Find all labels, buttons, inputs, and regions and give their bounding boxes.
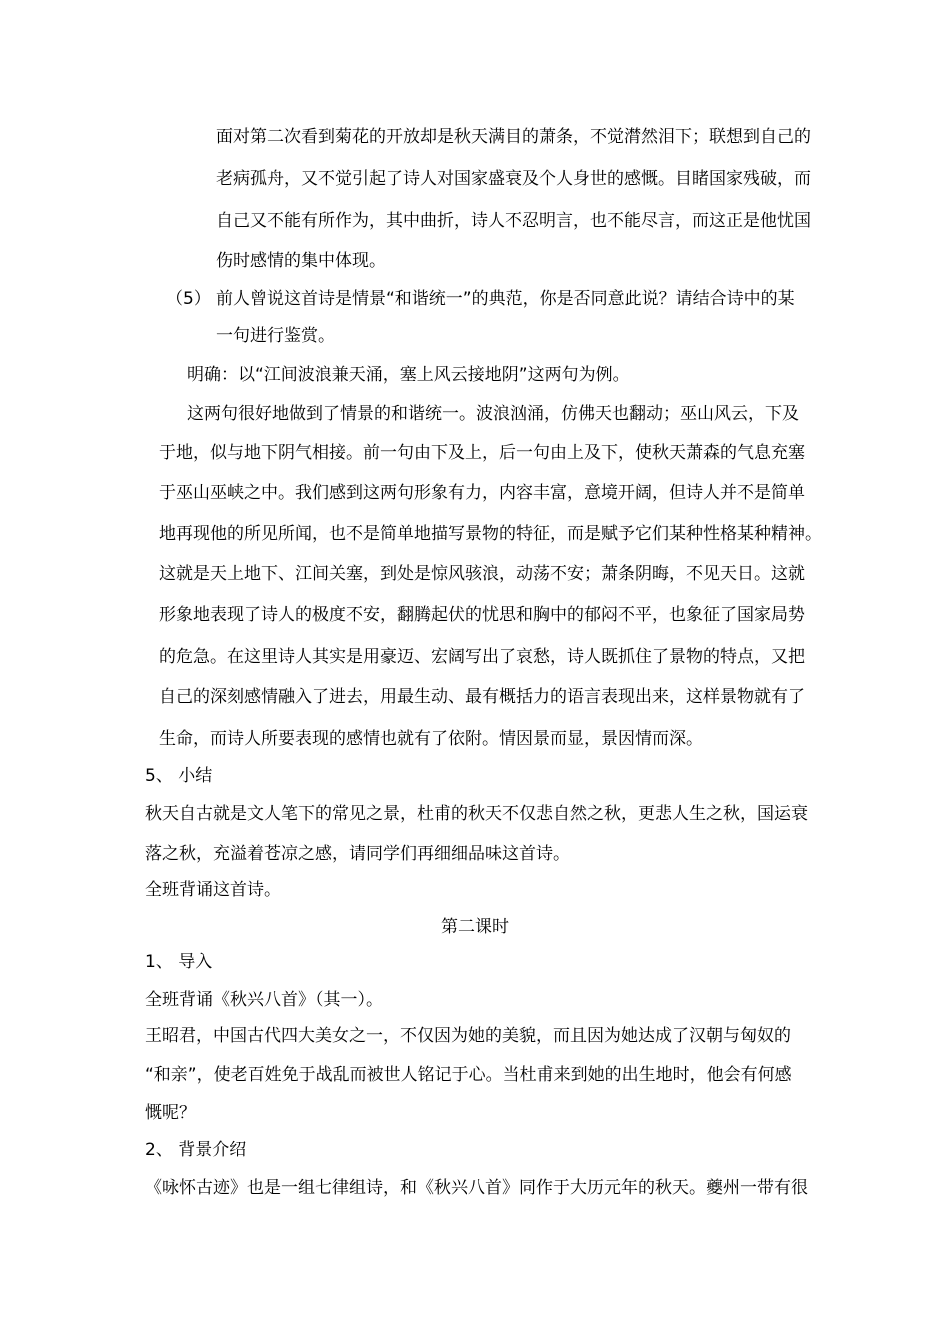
question-line: 前人曾说这首诗是情景“和谐统一”的典范，你是否同意此说？请结合诗中的某	[216, 289, 795, 309]
section-heading: 5、 小结	[145, 766, 213, 786]
section-heading: 2、 背景介绍	[145, 1140, 247, 1160]
analysis-line: 的危急。在这里诗人其实是用豪迈、宏阔写出了哀愁，诗人既抓住了景物的特点，又把	[159, 647, 805, 667]
paragraph-line: 伤时感情的集中体现。	[216, 251, 386, 271]
background-line: 《咏怀古迹》也是一组七律组诗，和《秋兴八首》同作于大历元年的秋天。夔州一带有很	[145, 1178, 808, 1198]
section-heading: 1、 导入	[145, 952, 213, 972]
recite-line: 全班背诵这首诗。	[145, 880, 281, 900]
analysis-line: 自己的深刻感情融入了进去，用最生动、最有概括力的语言表现出来，这样景物就有了	[159, 687, 805, 707]
paragraph-line: 面对第二次看到菊花的开放却是秋天满目的萧条，不觉潸然泪下；联想到自己的	[216, 127, 811, 147]
analysis-line: 这就是天上地下、江间关塞，到处是惊风骇浪，动荡不安；萧条阴晦，不见天日。这就	[159, 564, 805, 584]
answer-intro: 明确：以“江间波浪兼天涌，塞上风云接地阴”这两句为例。	[187, 365, 630, 385]
intro-line: 慨呢？	[145, 1103, 196, 1123]
analysis-line: 形象地表现了诗人的极度不安，翻腾起伏的忧思和胸中的郁闷不平，也象征了国家局势	[159, 605, 805, 625]
summary-line: 落之秋，充溢着苍凉之感，请同学们再细细品味这首诗。	[145, 844, 570, 864]
recite-instruction: 全班背诵《秋兴八首》（其一）。	[145, 990, 383, 1010]
summary-line: 秋天自古就是文人笔下的常见之景，杜甫的秋天不仅悲自然之秋，更悲人生之秋，国运衰	[145, 804, 808, 824]
paragraph-line: 自己又不能有所作为，其中曲折，诗人不忍明言，也不能尽言，而这正是他忧国	[216, 211, 811, 231]
question-line: 一句进行鉴赏。	[216, 326, 335, 346]
analysis-line: 生命，而诗人所要表现的感情也就有了依附。情因景而显，景因情而深。	[159, 729, 703, 749]
analysis-line: 地再现他的所见所闻，也不是简单地描写景物的特征，而是赋予它们某种性格某种精神。	[159, 524, 822, 544]
lesson-title: 第二课时	[441, 917, 509, 937]
intro-line: “和亲”，使老百姓免于战乱而被世人铭记于心。当杜甫来到她的出生地时，他会有何感	[145, 1065, 792, 1085]
question-number: （5）	[166, 289, 211, 309]
intro-line: 王昭君，中国古代四大美女之一，不仅因为她的美貌，而且因为她达成了汉朝与匈奴的	[145, 1026, 791, 1046]
analysis-line: 于地，似与地下阴气相接。前一句由下及上，后一句由上及下，使秋天萧森的气息充塞	[159, 443, 805, 463]
analysis-line: 这两句很好地做到了情景的和谐统一。波浪汹涌，仿佛天也翻动；巫山风云，下及	[187, 404, 799, 424]
analysis-line: 于巫山巫峡之中。我们感到这两句形象有力，内容丰富，意境开阔，但诗人并不是简单	[159, 483, 805, 503]
paragraph-line: 老病孤舟，又不觉引起了诗人对国家盛衰及个人身世的感慨。目睹国家残破，而	[216, 169, 811, 189]
